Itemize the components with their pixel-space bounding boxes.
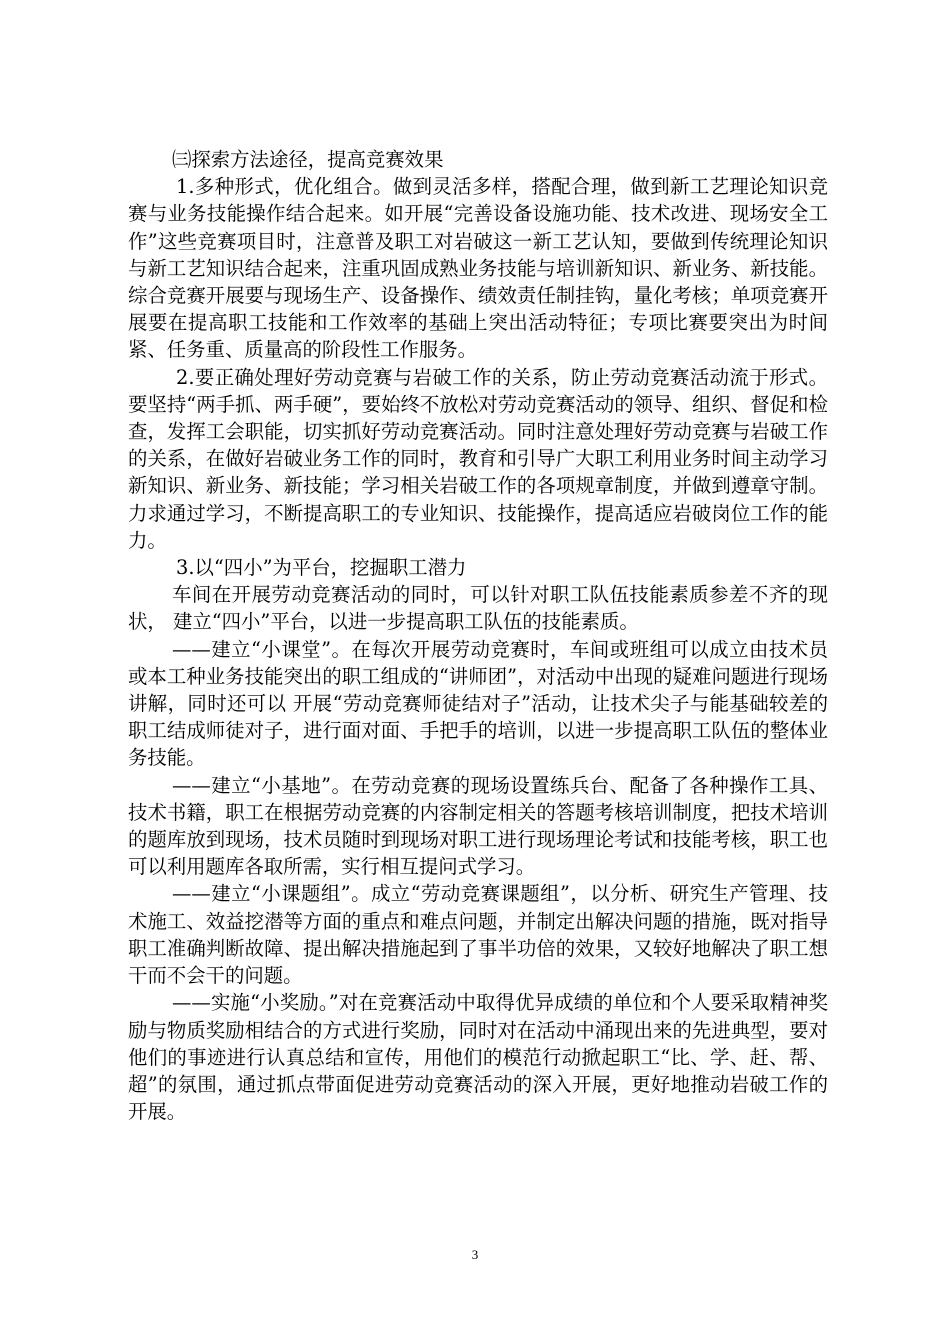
- paragraph-item-1: 1.多种形式，优化组合。做到灵活多样，搭配合理，做到新工艺理论知识竞赛与业务技能操作结合起来。如开展“完善设备设施功能、技术改进、现场安全工作”这些竞赛项目时，注意普及职工对岩破这一新工艺认知，要做到传统理论知识与新工艺知识结合起来，注重巩固成熟业务技能与培训新知识、新业务、新技能。综合竞赛开展要与现场生产、设备操作、绩效责任制挂钩，量化考核；单项竞赛开展要在提高职工技能和工作效率的基础上突出活动特征；专项比赛要突出为时间紧、任务重、质量高的阶段性工作服务。: [128, 175, 828, 362]
- paragraph-small-project-group: ——建立“小课题组”。成立“劳动竞赛课题组”，以分析、研究生产管理、技术施工、效益挖潜等方面的重点和难点问题，并制定出解决问题的措施，既对指导职工准确判断故障、提出解决措施起到了事半功倍的效果，又较好地解决了职工想干而不会干的问题。: [128, 882, 828, 988]
- paragraph-small-base: ——建立“小基地”。在劳动竞赛的现场设置练兵台、配备了各种操作工具、技术书籍，职工在根据劳动竞赛的内容制定相关的答题考核培训制度，把技术培训的题库放到现场，技术员随时到现场对职工进行现场理论考试和技能考核，职工也可以利用题库各取所需，实行相互提问式学习。: [128, 773, 828, 879]
- paragraph-small-reward: ——实施“小奖励。”对在竞赛活动中取得优异成绩的单位和个人要采取精神奖励与物质奖励相结合的方式进行奖励，同时对在活动中涌现出来的先进典型，要对他们的事迹进行认真总结和宣传，用他们的模范行动掀起职工“比、学、赶、帮、超”的氛围，通过抓点带面促进劳动竞赛活动的深入开展，更好地推动岩破工作的开展。: [128, 991, 828, 1124]
- paragraph-item-3-heading: 3.以“四小”为平台，挖掘职工潜力: [176, 556, 467, 580]
- section-heading: ㈢探索方法途径，提高竞赛效果: [172, 148, 444, 171]
- paragraph-small-classroom: ——建立“小课堂”。在每次开展劳动竞赛时，车间或班组可以成立由技术员或本工种业务技能突出的职工组成的“讲师团”，对活动中出现的疑难问题进行现场讲解，同时还可以 开展“劳动竞赛师徒结对子”活动，让技术尖子与能基础较差的职工结成师徒对子，进行面对面、手把手的培训，以进一步提高职工队伍的整体业务技能。: [128, 637, 828, 770]
- paragraph-item-2: 2.要正确处理好劳动竞赛与岩破工作的关系，防止劳动竞赛活动流于形式。要坚持“两手抓、两手硬”，要始终不放松对劳动竞赛活动的领导、组织、督促和检查，发挥工会职能，切实抓好劳动竞赛活动。同时注意处理好劳动竞赛与岩破工作的关系，在做好岩破业务工作的同时，教育和引导广大职工利用业务时间主动学习新知识、新业务、新技能；学习相关岩破工作的各项规章制度，并做到遵章守制。力求通过学习，不断提高职工的专业知识、技能操作，提高适应岩破岗位工作的能力。: [128, 365, 828, 552]
- page-number: 3: [471, 1247, 479, 1262]
- paragraph-intro: 车间在开展劳动竞赛活动的同时，可以针对职工队伍技能素质参差不齐的现状， 建立“四小”平台，以进一步提高职工队伍的技能素质。: [128, 583, 828, 634]
- body-text: [128, 146, 828, 1125]
